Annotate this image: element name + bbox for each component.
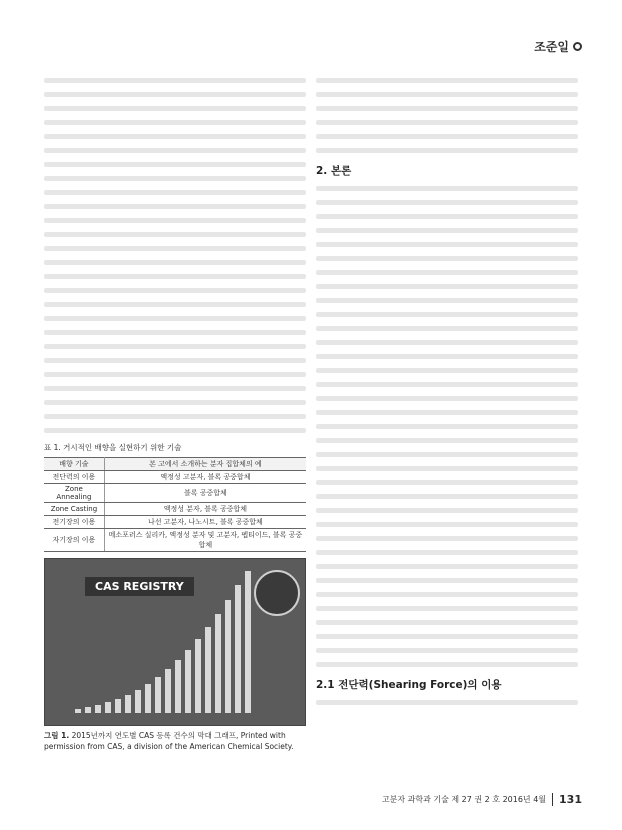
- table-row: [44, 503, 306, 516]
- page-footer: [382, 793, 582, 806]
- body-text-placeholder-right-3: [316, 700, 578, 705]
- table-cell: 나선 고분자, 나노시트, 블록 공중합체: [104, 516, 306, 529]
- table-row: [44, 484, 306, 503]
- table-row: [44, 471, 306, 484]
- table-cell: 전단력의 이용: [44, 471, 104, 484]
- section-heading: 2. 본론: [316, 165, 352, 177]
- right-column: [316, 78, 578, 714]
- left-column: [44, 78, 306, 752]
- body-text-placeholder-left: [44, 78, 306, 433]
- table-header: 배향 기술: [44, 458, 104, 471]
- page-number: 131: [552, 793, 582, 806]
- table-cell: Zone Annealing: [44, 484, 104, 503]
- table-cell: 블록 공중합체: [104, 484, 306, 503]
- technique-table: [44, 457, 306, 552]
- subsection-heading: 2.1 전단력(Shearing Force)의 이용: [316, 679, 502, 691]
- table-header: 본 고에서 소개하는 분자 집합체의 예: [104, 458, 306, 471]
- table-row: [44, 529, 306, 552]
- table-cell: 메소포러스 실리카, 액정성 분자 및 고분자, 펩티이드, 블록 공중합체: [104, 529, 306, 552]
- table-cell: 액정성 고분자, 블록 공중합체: [104, 471, 306, 484]
- figure-banner: CAS REGISTRY: [85, 577, 194, 596]
- figure-caption-label: 그림 1.: [44, 731, 70, 740]
- table-caption: 표 1. 거시적인 배향을 실현하기 위한 기술: [44, 443, 182, 452]
- table-cell: 전기장의 이용: [44, 516, 104, 529]
- body-text-placeholder-right-1: [316, 78, 578, 153]
- table-row: [44, 516, 306, 529]
- cas-registry-figure: [44, 558, 306, 726]
- author-name: 조준일: [534, 40, 569, 54]
- figure-caption-text: 2015년까지 연도별 CAS 등록 건수의 막대 그래프, Printed with permission from CAS, a division of the American Chemical Society.: [44, 731, 294, 751]
- figure-caption: [44, 730, 306, 752]
- body-text-placeholder-right-2: [316, 186, 578, 667]
- page-header: [534, 38, 582, 55]
- journal-info: 고분자 과학과 기술 제 27 권 2 호 2016년 4월: [381, 795, 547, 804]
- circle-icon: [573, 42, 582, 51]
- table-cell: 자기장의 이용: [44, 529, 104, 552]
- table-cell: 액정성 분자, 블록 공중합체: [104, 503, 306, 516]
- table-cell: Zone Casting: [44, 503, 104, 516]
